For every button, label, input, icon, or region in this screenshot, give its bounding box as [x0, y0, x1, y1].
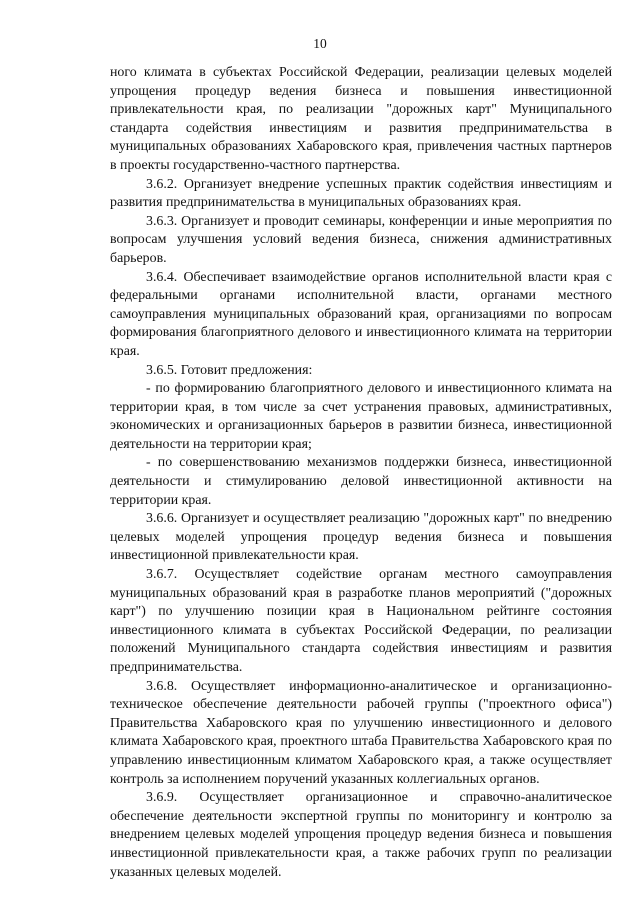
paragraph: - по совершенствованию механизмов поддержки бизнеса, инвестиционной деятельности и стимулированию деловой инвестиционной активности на территории края. [110, 455, 612, 508]
page-number: 10 [313, 36, 327, 51]
paragraph: 3.6.8. Осуществляет информационно-аналитическое и организационно-техническое обеспечение деятельности рабочей группы ("проектного офиса") Правительства Хабаровского края по улучшению инвестиционного и делового климата Хабаровского края, проектного штаба Правительства Хабаровского края по управлению инвестиционным климатом Хабаровского края, а также осуществляет контроль за исполнением поручений указанных коллегиальных органов. [110, 678, 612, 787]
paragraph: 3.6.7. Осуществляет содействие органам местного самоуправления муниципальных образований края в разработке планов мероприятий ("дорожных карт") по улучшению позиции края в Национальном рейтинге состояния инвестиционного климата в субъектах Российской Федерации, по реализации положений Муниципального стандарта содействия инвестициям и развития предпринимательства. [110, 567, 612, 675]
paragraph: - по формированию благоприятного делового и инвестиционного климата на территории края, в том числе за счет устранения правовых, административных, экономических и организационных барьеров в развитии бизнеса, инвестиционной деятельности на территории края; [110, 381, 612, 452]
document-body [110, 64, 612, 882]
paragraph: 3.6.5. Готовит предложения: [146, 362, 313, 378]
paragraph: 3.6.9. Осуществляет организационное и справочно-аналитическое обеспечение деятельности экспертной группы по мониторингу и контролю за внедрением целевых моделей упрощения процедур ведения бизнеса и повышения инвестиционной привлекательности края, а также рабочих групп по реализации указанных целевых моделей. [110, 790, 612, 880]
paragraph: 3.6.3. Организует и проводит семинары, конференции и иные мероприятия по вопросам улучшения условий ведения бизнеса, снижения административных барьеров. [110, 213, 612, 266]
paragraph: ного климата в субъектах Российской Федерации, реализации целевых моделей упрощения процедур ведения бизнеса и повышения инвестиционной привлекательности края, по реализации "дорожных карт" Муниципального стандарта содействия инвестициям и развития предпринимательства в муниципальных образованиях Хабаровского края, привлечения частных партнеров в проекты государственно-частного партнерства. [110, 65, 612, 173]
paragraph: 3.6.2. Организует внедрение успешных практик содействия инвестициям и развития предпринимательства в муниципальных образованиях края. [110, 176, 612, 211]
paragraph: 3.6.4. Обеспечивает взаимодействие органов исполнительной власти края с федеральными органами исполнительной власти, органами местного самоуправления муниципальных образований края, организациями по вопросам формирования благоприятного делового и инвестиционного климата на территории края. [110, 269, 612, 359]
paragraph: 3.6.6. Организует и осуществляет реализацию "дорожных карт" по внедрению целевых моделей упрощения процедур ведения бизнеса и повышения инвестиционной привлекательности края. [110, 511, 612, 564]
